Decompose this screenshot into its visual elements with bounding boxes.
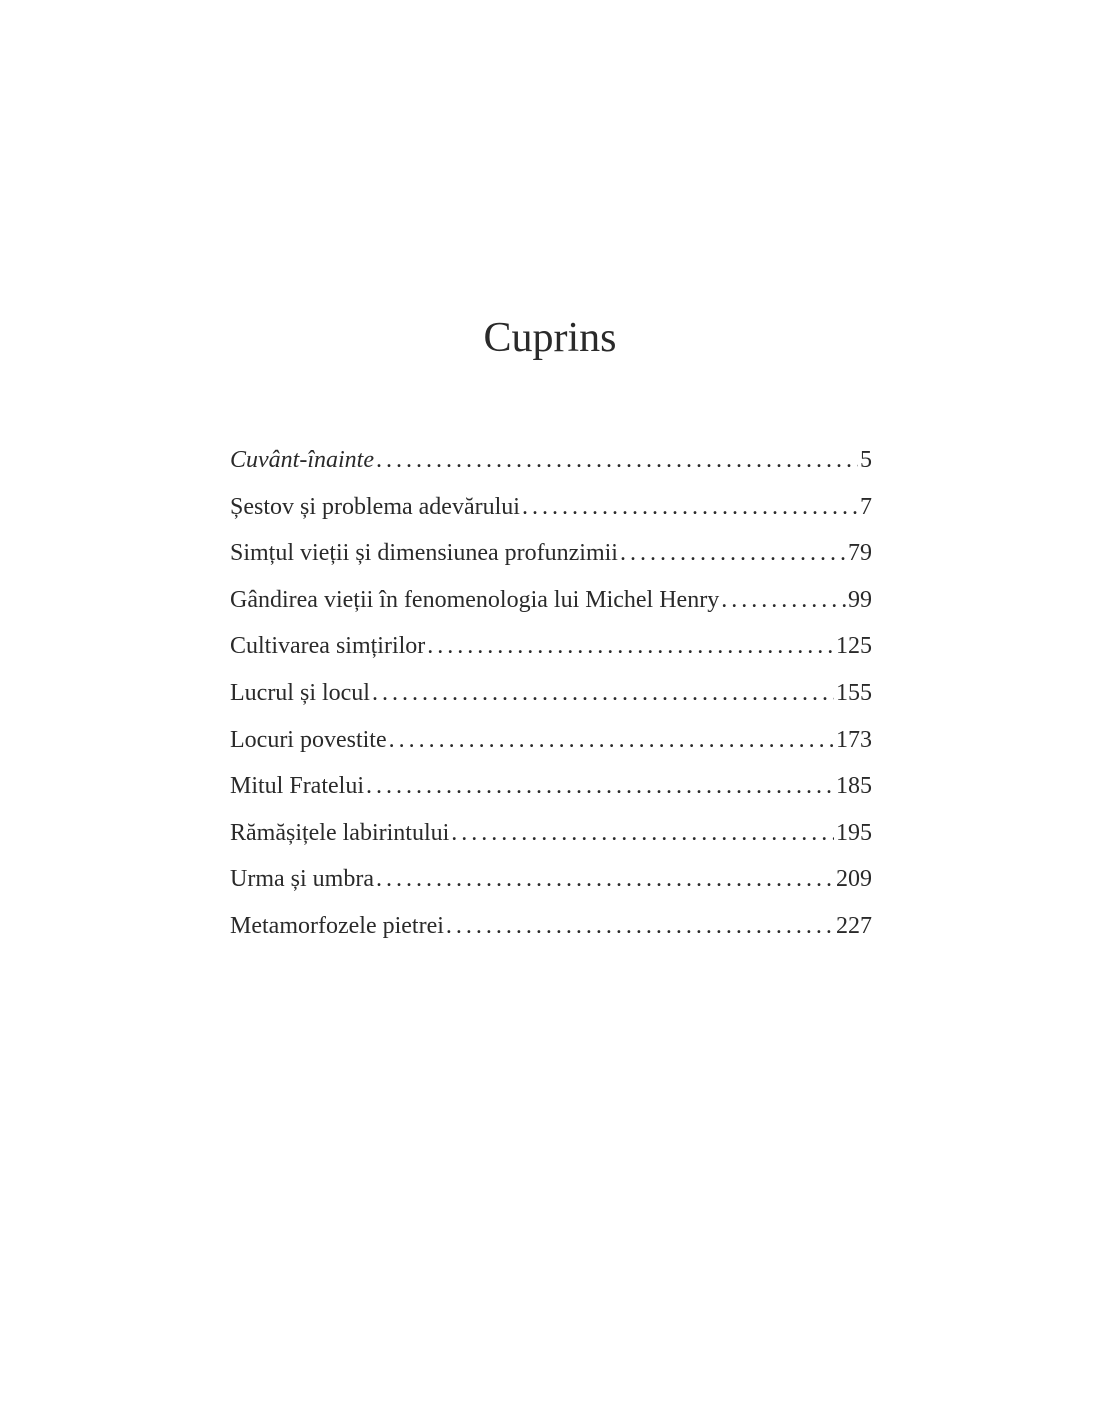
toc-entry[interactable]: [230, 859, 872, 906]
toc-entry-title: Simțul vieții și dimensiunea profunzimii: [230, 540, 618, 567]
toc-entry-page: 155: [836, 679, 872, 706]
toc-entry-page: 79: [848, 540, 872, 567]
toc-dot-leader: [389, 720, 834, 760]
toc-entry[interactable]: [230, 626, 872, 673]
toc-entry-title: Metamorfozele pietrei: [230, 912, 444, 939]
toc-entry-title: Cuvânt-înainte: [230, 447, 374, 473]
toc-dot-leader: [372, 673, 834, 713]
toc-entry-page: 125: [836, 633, 872, 660]
toc-entry-title: Șestov și problema adevărului: [230, 493, 520, 520]
toc-entry-title: Rămășițele labirintului: [230, 819, 450, 846]
toc-entry[interactable]: [230, 906, 872, 953]
toc-entry-page: 99: [848, 586, 872, 613]
toc-dot-leader: [427, 626, 834, 666]
toc-entry-page: 185: [836, 773, 872, 800]
toc-entry[interactable]: [230, 720, 872, 767]
toc-entry[interactable]: [230, 487, 872, 534]
table-of-contents: [230, 440, 872, 953]
toc-entry-title: Locuri povestite: [230, 726, 387, 753]
toc-entry[interactable]: [230, 673, 872, 720]
toc-entry[interactable]: [230, 766, 872, 813]
toc-entry-title: Mitul Fratelui: [230, 773, 364, 800]
toc-entry-page: 209: [836, 866, 872, 893]
toc-entry-page: 195: [836, 819, 872, 846]
toc-dot-leader: [721, 580, 846, 620]
toc-entry-page: 227: [836, 912, 872, 939]
toc-entry-page: 5: [860, 447, 872, 473]
toc-entry-page: 7: [860, 493, 872, 520]
toc-dot-leader: [522, 487, 858, 527]
toc-entry-title: Lucrul și locul: [230, 679, 370, 706]
page-title: Cuprins: [483, 315, 617, 361]
toc-dot-leader: [376, 859, 834, 899]
toc-dot-leader: [451, 813, 834, 853]
toc-entry[interactable]: [230, 580, 872, 627]
toc-dot-leader: [620, 533, 846, 573]
toc-entry[interactable]: [230, 533, 872, 580]
toc-entry-title: Urma și umbra: [230, 866, 374, 893]
toc-entry-page: 173: [836, 726, 872, 753]
toc-entry[interactable]: [230, 813, 872, 860]
toc-dot-leader: [376, 440, 858, 480]
toc-entry[interactable]: [230, 440, 872, 487]
toc-dot-leader: [446, 906, 834, 946]
toc-entry-title: Cultivarea simțirilor: [230, 633, 426, 660]
toc-entry-title: Gândirea vieții în fenomenologia lui Michel Henry: [230, 586, 720, 613]
toc-dot-leader: [366, 766, 834, 806]
